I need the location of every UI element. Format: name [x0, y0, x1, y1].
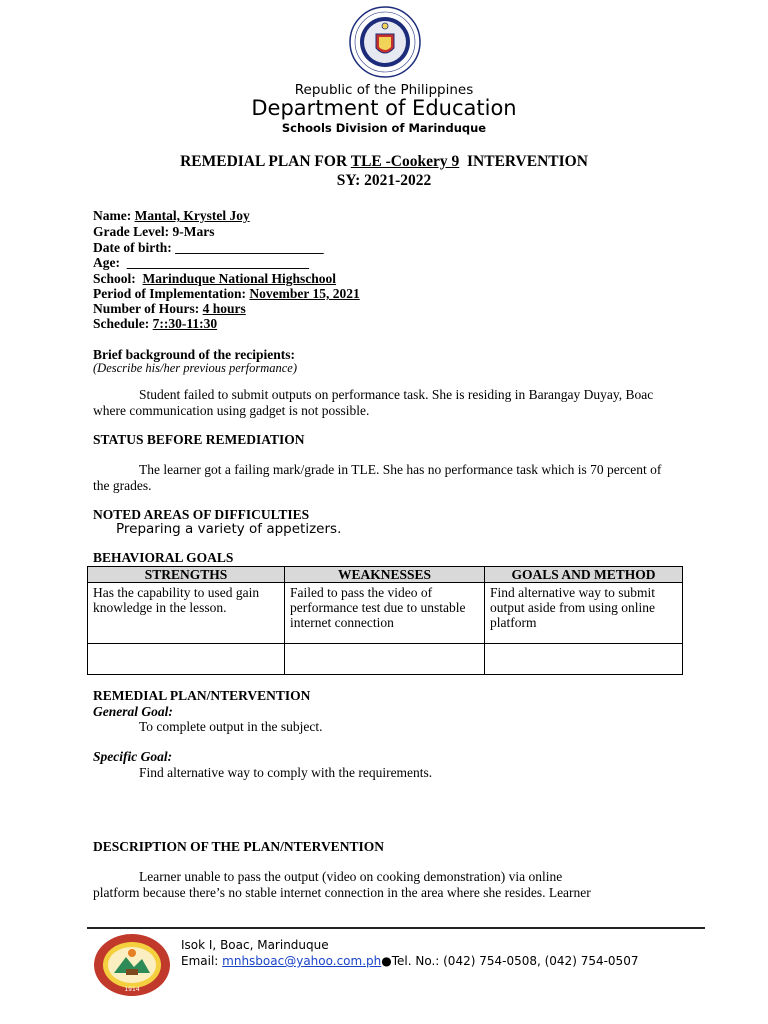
remedial-heading: REMEDIAL PLAN/NTERVENTION: [93, 688, 311, 703]
status-heading: STATUS BEFORE REMEDIATION: [93, 432, 305, 447]
description-line-2: platform because there’s no stable internet connection in the area where she resides. Learner: [93, 885, 591, 900]
background-heading: Brief background of the recipients:: [93, 347, 295, 362]
table-cell: [88, 644, 285, 675]
svg-text:1914: 1914: [124, 986, 140, 993]
table-row: [88, 583, 683, 644]
general-goal-label: General Goal:: [93, 704, 173, 719]
republic-heading: Republic of the Philippines: [294, 82, 474, 98]
specific-goal-text: Find alternative way to comply with the requirements.: [139, 765, 433, 780]
column-header-strengths: STRENGTHS: [88, 567, 285, 583]
footer-divider: [87, 927, 705, 929]
plan-title: REMEDIAL PLAN FOR TLE -Cookery 9 INTERVENTION: [180, 153, 588, 170]
age: Age: ___________________________: [93, 255, 309, 270]
school-name: School: Marinduque National Highschool: [93, 271, 337, 286]
difficulties-heading: NOTED AREAS OF DIFFICULTIES: [93, 507, 310, 522]
schedule: Schedule: 7::30-11:30: [93, 316, 218, 331]
division-heading: Schools Division of Marinduque: [281, 121, 487, 135]
status-text: The learner got a failing mark/grade in TLE. She has no performance task which is 70 percent of the grades.: [93, 462, 662, 493]
footer-contact: Email: mnhsboac@yahoo.com.ph●Tel. No.: (042) 754-0508, (042) 754-0507: [181, 954, 639, 968]
difficulties-text: Preparing a variety of appetizers.: [116, 521, 342, 537]
number-of-hours: Number of Hours: 4 hours: [93, 301, 246, 316]
email-link[interactable]: mnhsboac@yahoo.com.ph: [222, 954, 382, 968]
learner-name: Name: Mantal, Krystel Joy: [93, 208, 250, 223]
table-row: [88, 644, 683, 675]
date-of-birth: Date of birth: ______________________: [93, 240, 324, 255]
background-text: Student failed to submit outputs on performance task. She is residing in Barangay Duyay, Boac where communication using gadget is not possible.: [93, 387, 654, 418]
table-cell: [485, 644, 683, 675]
school-logo-icon: [92, 933, 172, 997]
behavioral-heading: BEHAVIORAL GOALS: [93, 550, 234, 565]
specific-goal-label: Specific Goal:: [93, 749, 173, 764]
behavioral-goals-table: [87, 566, 683, 675]
general-goal-text: To complete output in the subject.: [139, 719, 323, 734]
grade-level: Grade Level: 9-Mars: [93, 224, 215, 239]
table-header-row: [88, 567, 683, 583]
table-cell: Failed to pass the video of performance test due to unstable internet connection: [285, 583, 485, 644]
description-heading: DESCRIPTION OF THE PLAN/NTERVENTION: [93, 839, 384, 854]
column-header-goals: GOALS AND METHOD: [485, 567, 683, 583]
table-cell: Find alternative way to submit output aside from using online platform: [485, 583, 683, 644]
footer-address: Isok I, Boac, Marinduque: [181, 938, 329, 952]
school-year: SY: 2021-2022: [336, 172, 432, 189]
department-heading: Department of Education: [251, 96, 517, 120]
table-cell: Has the capability to used gain knowledge in the lesson.: [88, 583, 285, 644]
period-of-implementation: Period of Implementation: November 15, 2021: [93, 286, 360, 301]
background-note: (Describe his/her previous performance): [93, 361, 298, 375]
table-cell: [285, 644, 485, 675]
column-header-weaknesses: WEAKNESSES: [285, 567, 485, 583]
description-line-1: Learner unable to pass the output (video on cooking demonstration) via online: [139, 869, 563, 884]
deped-seal-icon: [349, 6, 421, 78]
